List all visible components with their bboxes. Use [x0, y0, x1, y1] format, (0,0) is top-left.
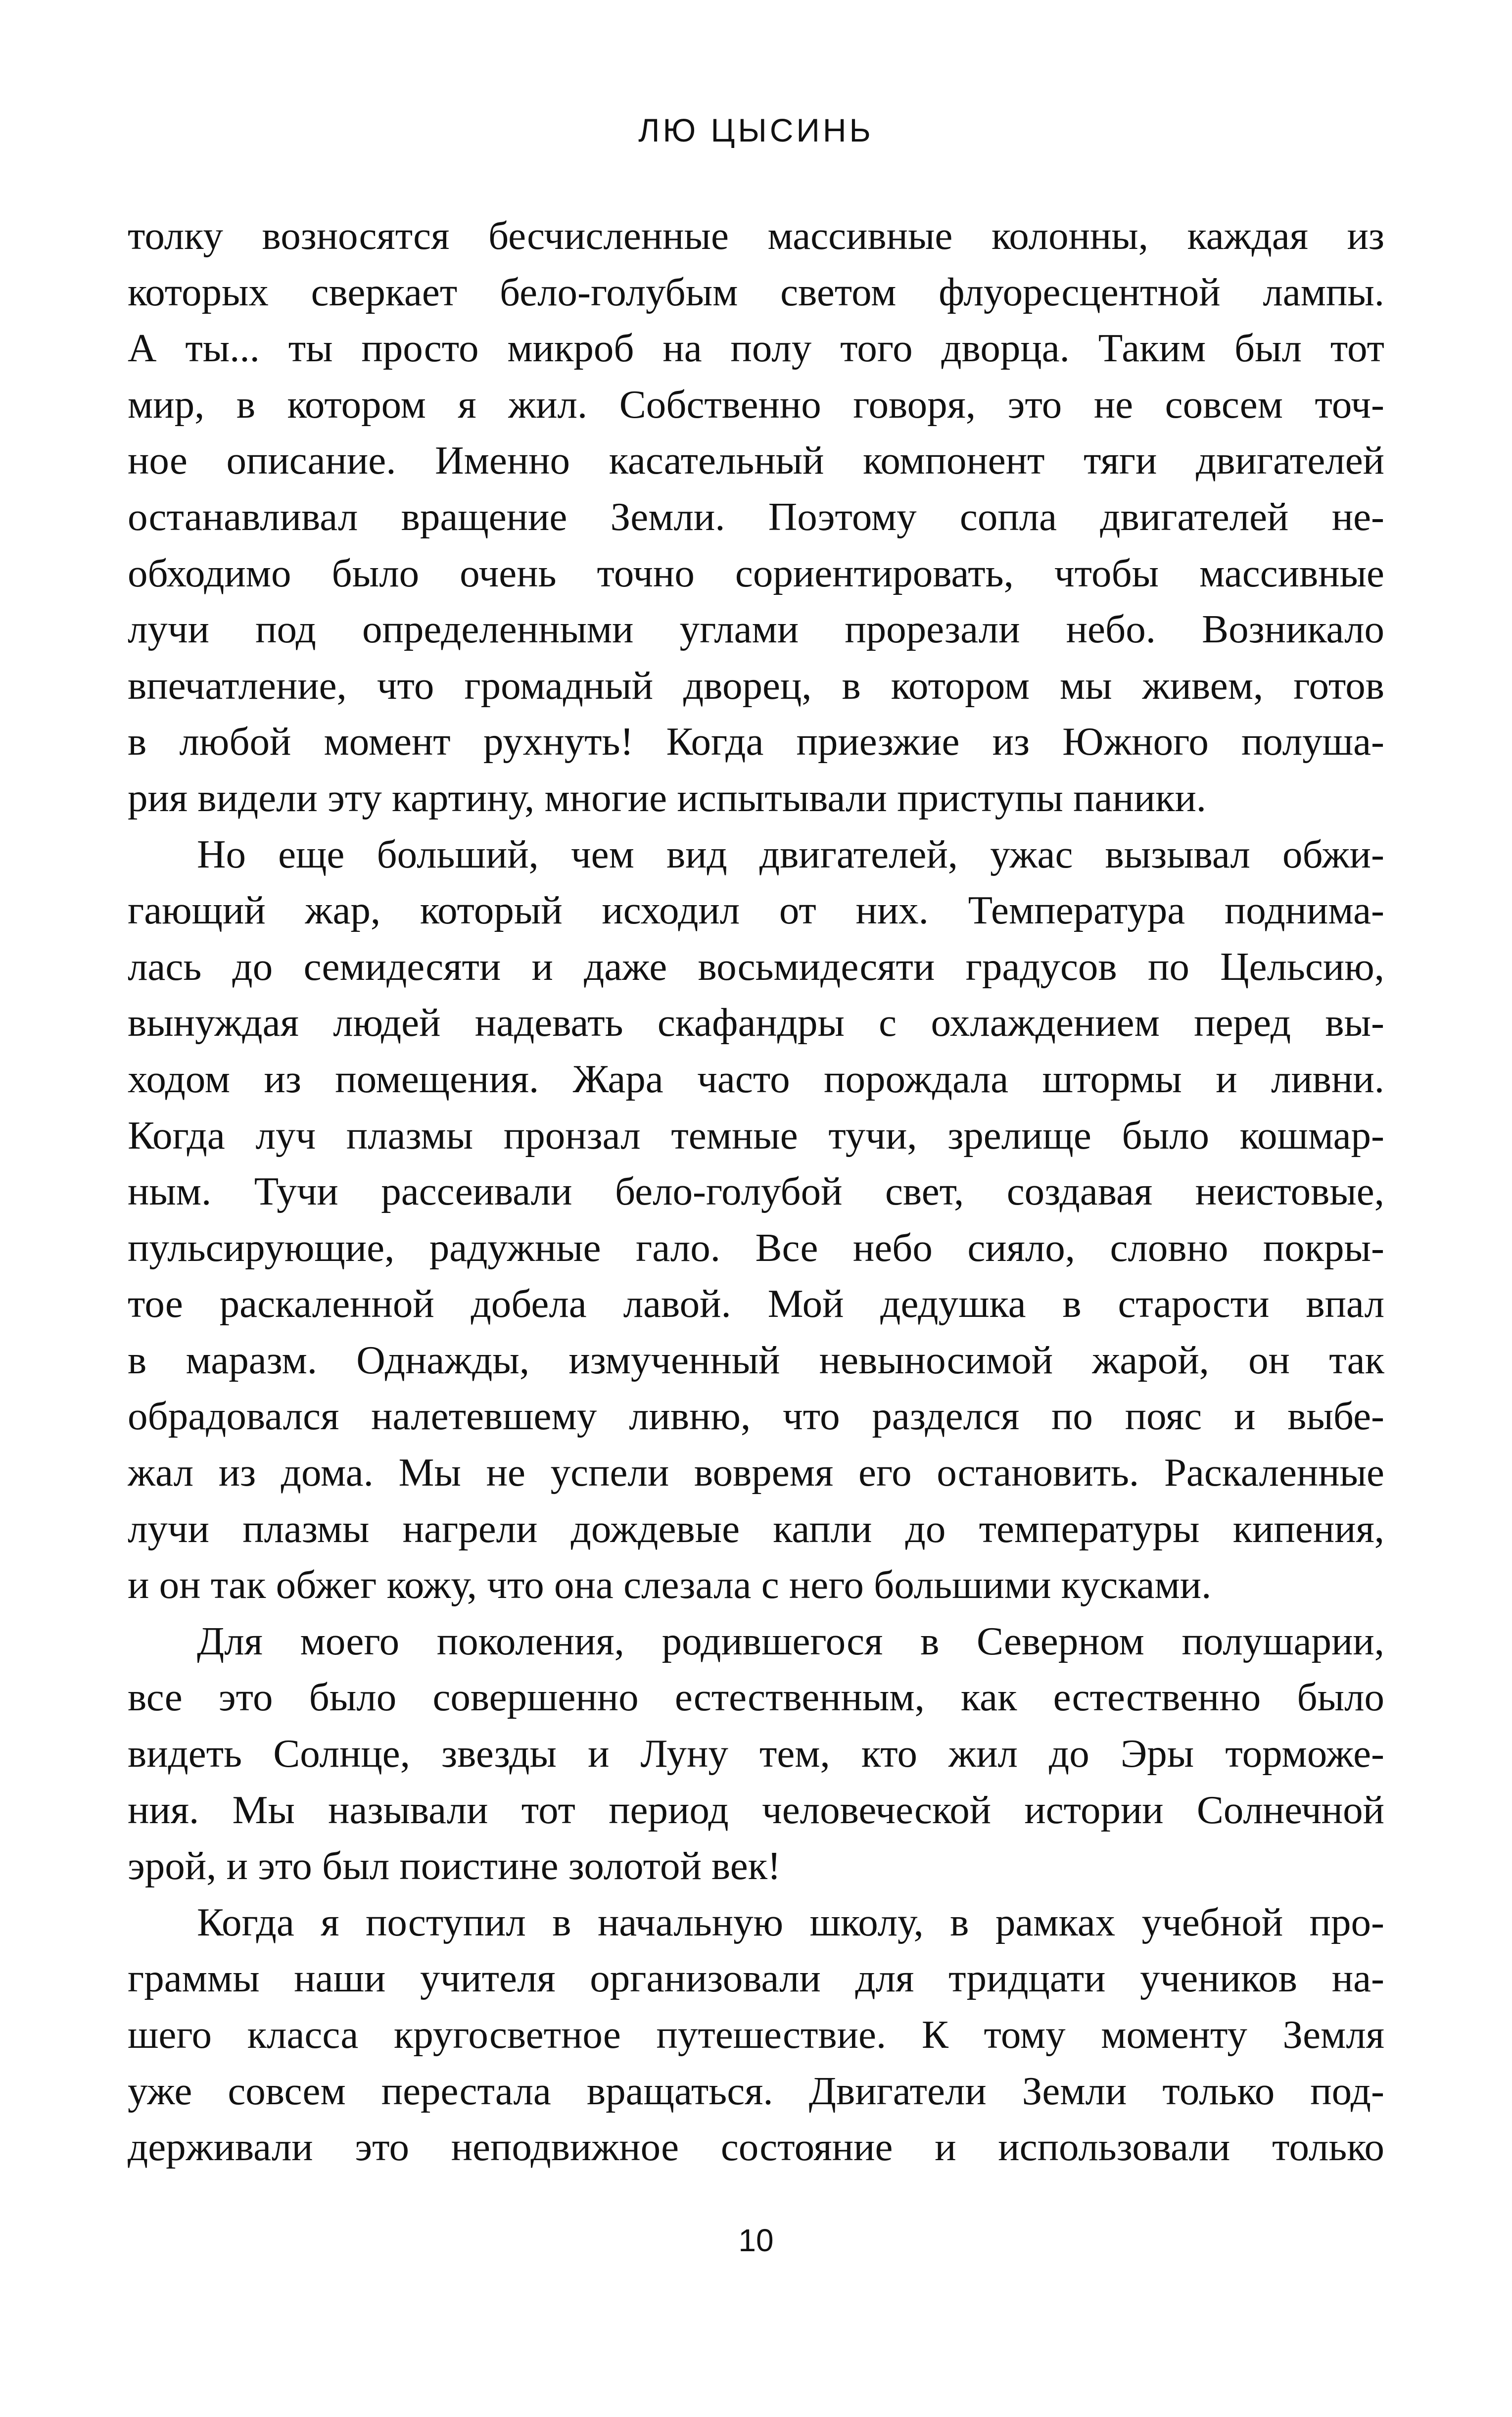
text-line: лучи плазмы нагрели дождевые капли до температуры кипения,	[128, 1506, 1384, 1551]
running-header-author: ЛЮ ЦЫСИНЬ	[638, 112, 874, 148]
text-line: держивали это неподвижное состояние и использовали только	[128, 2125, 1384, 2170]
text-line: эрой, и это был поистине золотой век!	[128, 1843, 781, 1888]
text-line: ния. Мы называли тот период человеческой истории Солнечной	[128, 1787, 1384, 1832]
text-line: обрадовался налетевшему ливню, что разделся по пояс и выбе-	[128, 1394, 1384, 1439]
text-line: шего класса кругосветное путешествие. К тому моменту Земля	[128, 2012, 1384, 2057]
page-number: 10	[738, 2223, 774, 2258]
text-line: лучи под определенными углами прорезали небо. Возникало	[128, 607, 1384, 652]
text-line: видеть Солнце, звезды и Луну тем, кто жил до Эры торможе-	[128, 1731, 1384, 1776]
text-line: пульсирующие, радужные гало. Все небо сияло, словно покры-	[128, 1225, 1384, 1270]
text-line: и он так обжег кожу, что она слезала с него большими кусками.	[128, 1562, 1212, 1607]
text-line: граммы наши учителя организовали для тридцати учеников на-	[128, 1956, 1384, 2001]
text-line: в маразм. Однажды, измученный невыносимой жарой, он так	[128, 1337, 1384, 1382]
text-line: впечатление, что громадный дворец, в котором мы живем, готов	[128, 663, 1384, 708]
text-line: вынуждая людей надевать скафандры с охлаждением перед вы-	[128, 1000, 1384, 1045]
text-line: уже совсем перестала вращаться. Двигатели Земли только под-	[128, 2068, 1384, 2113]
text-line: толку возносятся бесчисленные массивные колонны, каждая из	[128, 213, 1384, 258]
text-line: мир, в котором я жил. Собственно говоря, это не совсем точ-	[128, 382, 1384, 427]
text-line: Когда луч плазмы пронзал темные тучи, зрелище было кошмар-	[128, 1112, 1384, 1158]
text-line: ходом из помещения. Жара часто порождала штормы и ливни.	[128, 1056, 1384, 1101]
text-line: обходимо было очень точно сориентировать, чтобы массивные	[128, 550, 1384, 595]
text-line: Когда я поступил в начальную школу, в рамках учебной про-	[197, 1899, 1384, 1944]
body-text	[128, 208, 1384, 2175]
text-line: тое раскаленной добела лавой. Мой дедушка в старости впал	[128, 1281, 1384, 1326]
text-line: гающий жар, который исходил от них. Температура поднима-	[128, 888, 1384, 933]
text-line: жал из дома. Мы не успели вовремя его остановить. Раскаленные	[128, 1450, 1384, 1495]
text-line: Но еще больший, чем вид двигателей, ужас вызывал обжи-	[197, 831, 1384, 876]
text-line: А ты... ты просто микроб на полу того дворца. Таким был тот	[128, 326, 1384, 371]
text-line: лась до семидесяти и даже восьмидесяти градусов по Цельсию,	[128, 944, 1384, 989]
text-line: рия видели эту картину, многие испытывали приступы паники.	[128, 775, 1207, 820]
text-line: Для моего поколения, родившегося в Северном полушарии,	[197, 1618, 1384, 1663]
text-line: в любой момент рухнуть! Когда приезжие из Южного полуша-	[128, 719, 1384, 764]
text-line: останавливал вращение Земли. Поэтому сопла двигателей не-	[128, 494, 1384, 539]
text-line: которых сверкает бело-голубым светом флуоресцентной лампы.	[128, 269, 1384, 314]
text-line: ное описание. Именно касательный компонент тяги двигателей	[128, 438, 1384, 483]
text-line: все это было совершенно естественным, как естественно было	[128, 1675, 1384, 1720]
text-line: ным. Тучи рассеивали бело-голубой свет, создавая неистовые,	[128, 1169, 1384, 1214]
